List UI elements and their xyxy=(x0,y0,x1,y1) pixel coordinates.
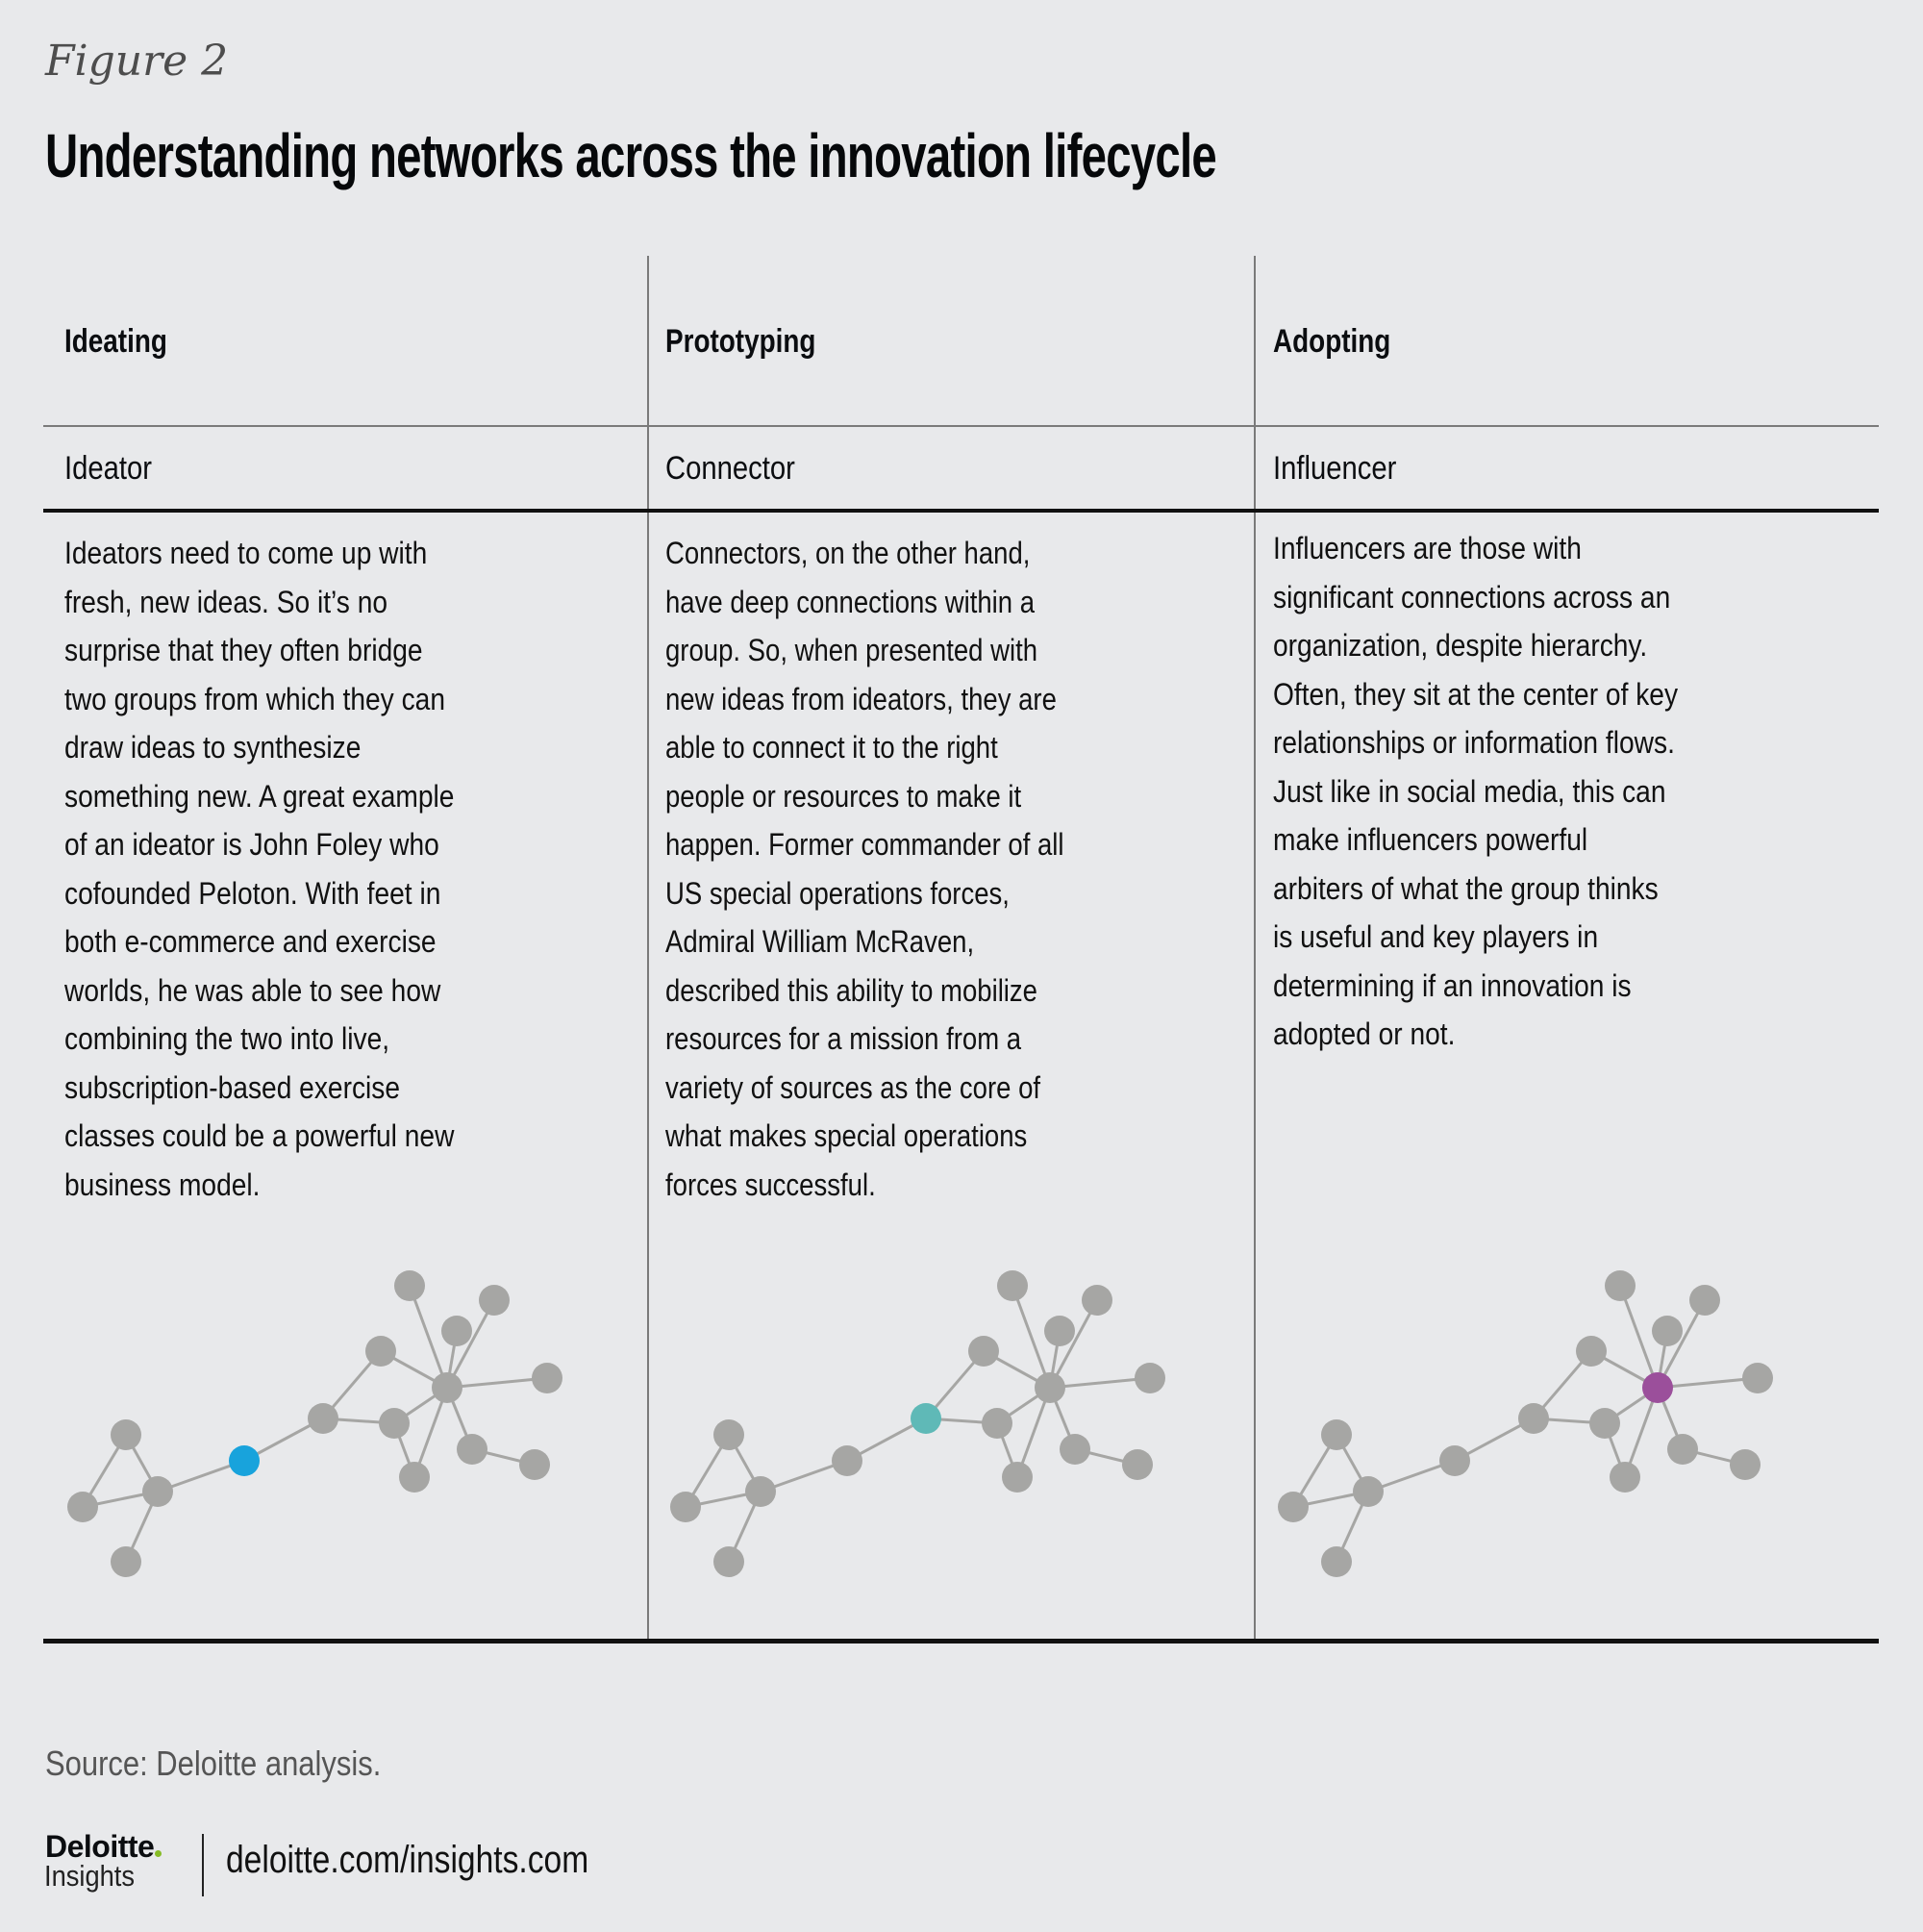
network-edge xyxy=(1658,1300,1705,1388)
text-line: classes could be a powerful new xyxy=(64,1118,455,1153)
network-node xyxy=(1605,1270,1636,1301)
text-line: business model. xyxy=(64,1167,261,1202)
network-edge xyxy=(447,1388,472,1449)
column-divider-1 xyxy=(647,256,649,1641)
text-line: worlds, he was able to see how xyxy=(64,972,441,1008)
text-line: make influencers powerful xyxy=(1273,822,1588,857)
network-node xyxy=(1667,1434,1698,1465)
network-edge xyxy=(926,1418,997,1423)
network-node xyxy=(519,1449,550,1480)
network-node xyxy=(982,1408,1012,1439)
network-node xyxy=(1135,1363,1165,1393)
network-node xyxy=(1002,1462,1033,1493)
network-edge xyxy=(1658,1331,1667,1388)
network-edge xyxy=(447,1331,457,1388)
text-line: new ideas from ideators, they are xyxy=(665,681,1057,716)
network-node xyxy=(1576,1336,1607,1367)
network-node xyxy=(745,1476,776,1507)
role-influencer: Influencer xyxy=(1273,450,1397,487)
network-node xyxy=(1518,1403,1549,1434)
influencer-description xyxy=(1273,524,1678,1059)
network-edge xyxy=(1534,1351,1591,1418)
text-line: have deep connections within a xyxy=(665,584,1036,619)
network-edge xyxy=(394,1388,447,1423)
header-divider xyxy=(43,425,1879,427)
network-influencer xyxy=(1278,1270,1773,1577)
highlighted-node xyxy=(1642,1372,1673,1403)
network-edge xyxy=(1605,1423,1625,1477)
source-note: Source: Deloitte analysis. xyxy=(45,1744,382,1783)
phase-prototyping: Prototyping xyxy=(665,323,816,360)
network-node xyxy=(1035,1372,1065,1403)
network-edge xyxy=(1658,1388,1683,1449)
network-node xyxy=(1321,1546,1352,1577)
text-line: variety of sources as the core of xyxy=(665,1069,1041,1105)
ideator-description xyxy=(64,529,454,1209)
logo-green-dot xyxy=(155,1850,162,1857)
text-line: Admiral William McRaven, xyxy=(665,924,975,959)
phase-ideating: Ideating xyxy=(64,323,167,360)
network-node xyxy=(432,1372,462,1403)
network-edge xyxy=(410,1286,447,1388)
network-edge xyxy=(1293,1492,1368,1507)
text-line: subscription-based exercise xyxy=(64,1069,401,1105)
text-line: Ideators need to come up with xyxy=(64,536,428,570)
network-edge xyxy=(394,1423,414,1477)
network-edge xyxy=(83,1492,158,1507)
network-node xyxy=(399,1462,430,1493)
network-edge xyxy=(997,1388,1050,1423)
network-edge xyxy=(1620,1286,1658,1388)
text-line: what makes special operations xyxy=(665,1118,1028,1153)
network-edge xyxy=(729,1492,761,1562)
network-edge xyxy=(1658,1378,1758,1388)
network-node xyxy=(713,1546,744,1577)
network-edge xyxy=(323,1418,394,1423)
network-edge xyxy=(1050,1331,1060,1388)
column-divider-2 xyxy=(1254,256,1256,1641)
network-edge xyxy=(1455,1418,1534,1461)
text-line: Connectors, on the other hand, xyxy=(665,536,1031,570)
network-edge xyxy=(926,1351,984,1418)
network-node xyxy=(1689,1285,1720,1316)
table-bottom-rule xyxy=(43,1639,1879,1643)
network-edge xyxy=(847,1418,926,1461)
text-line: draw ideas to synthesize xyxy=(64,730,362,765)
network-node xyxy=(1652,1316,1683,1346)
text-line: organization, despite hierarchy. xyxy=(1273,628,1648,663)
text-line: relationships or information flows. xyxy=(1273,725,1675,760)
network-edge xyxy=(1534,1418,1605,1423)
network-edge xyxy=(381,1351,447,1388)
network-node xyxy=(441,1316,472,1346)
network-node xyxy=(1044,1316,1075,1346)
network-node xyxy=(1730,1449,1761,1480)
network-node xyxy=(365,1336,396,1367)
network-edge xyxy=(472,1449,535,1465)
network-node xyxy=(457,1434,487,1465)
network-edge xyxy=(1050,1300,1097,1388)
network-node xyxy=(67,1492,98,1522)
network-edge xyxy=(1050,1388,1075,1449)
network-edge xyxy=(158,1461,244,1492)
network-edge xyxy=(1012,1286,1050,1388)
network-edge xyxy=(1683,1449,1745,1465)
network-edge xyxy=(1625,1388,1658,1477)
text-line: US special operations forces, xyxy=(665,875,1010,911)
figure-label: Figure 2 xyxy=(45,37,229,86)
network-edge xyxy=(729,1435,761,1492)
network-node xyxy=(479,1285,510,1316)
text-line: of an ideator is John Foley who xyxy=(64,827,439,862)
highlighted-node xyxy=(911,1403,941,1434)
network-node xyxy=(1122,1449,1153,1480)
network-node xyxy=(111,1419,141,1450)
network-connector xyxy=(670,1270,1165,1577)
text-line: happen. Former commander of all xyxy=(665,827,1064,862)
network-node xyxy=(1610,1462,1640,1493)
text-line: group. So, when presented with xyxy=(665,633,1038,667)
network-ideator xyxy=(67,1270,562,1577)
network-edge xyxy=(686,1435,729,1507)
text-line: able to connect it to the right xyxy=(665,730,998,765)
network-edge xyxy=(1368,1461,1455,1492)
network-edge xyxy=(1336,1492,1368,1562)
network-edge xyxy=(414,1388,447,1477)
network-edge xyxy=(1075,1449,1137,1465)
network-node xyxy=(1439,1445,1470,1476)
text-line: significant connections across an xyxy=(1273,579,1671,615)
network-node xyxy=(1082,1285,1112,1316)
text-line: combining the two into live, xyxy=(64,1021,390,1056)
footer-divider xyxy=(202,1834,204,1896)
network-node xyxy=(1589,1408,1620,1439)
footer-url[interactable]: deloitte.com/insights.com xyxy=(226,1839,589,1881)
text-line: surprise that they often bridge xyxy=(64,633,423,667)
role-ideator: Ideator xyxy=(64,450,153,487)
network-edge xyxy=(1017,1388,1050,1477)
network-edge xyxy=(447,1378,547,1388)
text-line: forces successful. xyxy=(665,1167,876,1202)
logo-brand: Deloitte xyxy=(45,1829,155,1864)
network-edge xyxy=(984,1351,1050,1388)
text-line: two groups from which they can xyxy=(64,681,445,716)
text-line: something new. A great example xyxy=(64,778,455,814)
role-divider xyxy=(43,509,1879,513)
network-node xyxy=(713,1419,744,1450)
text-line: Influencers are those with xyxy=(1273,531,1582,565)
phase-adopting: Adopting xyxy=(1273,323,1391,360)
role-connector: Connector xyxy=(665,450,795,487)
text-line: resources for a mission from a xyxy=(665,1021,1022,1056)
network-node xyxy=(968,1336,999,1367)
network-node xyxy=(308,1403,338,1434)
text-line: determining if an innovation is xyxy=(1273,967,1632,1003)
network-node xyxy=(832,1445,862,1476)
network-node xyxy=(532,1363,562,1393)
network-edge xyxy=(447,1300,494,1388)
text-line: arbiters of what the group thinks xyxy=(1273,870,1659,906)
highlighted-node xyxy=(229,1445,260,1476)
network-edge xyxy=(997,1423,1017,1477)
network-node xyxy=(379,1408,410,1439)
network-edge xyxy=(244,1418,323,1461)
logo-insights: Insights xyxy=(44,1859,136,1893)
text-line: adopted or not. xyxy=(1273,1016,1456,1051)
network-edge xyxy=(1605,1388,1658,1423)
network-node xyxy=(1321,1419,1352,1450)
connector-description xyxy=(665,529,1064,1209)
network-edge xyxy=(83,1435,126,1507)
network-edge xyxy=(323,1351,381,1418)
text-line: Just like in social media, this can xyxy=(1273,773,1666,809)
text-line: is useful and key players in xyxy=(1273,919,1599,954)
page-title: Understanding networks across the innovation lifecycle xyxy=(45,121,1217,190)
network-edge xyxy=(1336,1435,1368,1492)
network-edge xyxy=(1591,1351,1658,1388)
network-node xyxy=(111,1546,141,1577)
network-node xyxy=(1060,1434,1090,1465)
text-line: people or resources to make it xyxy=(665,778,1022,814)
network-node xyxy=(142,1476,173,1507)
text-line: Often, they sit at the center of key xyxy=(1273,676,1679,712)
text-line: both e-commerce and exercise xyxy=(64,924,437,959)
network-node xyxy=(997,1270,1028,1301)
text-line: cofounded Peloton. With feet in xyxy=(64,875,441,911)
network-node xyxy=(1742,1363,1773,1393)
network-edge xyxy=(126,1435,158,1492)
network-edge xyxy=(1293,1435,1336,1507)
network-node xyxy=(1278,1492,1309,1522)
text-line: described this ability to mobilize xyxy=(665,972,1037,1008)
network-node xyxy=(670,1492,701,1522)
network-node xyxy=(1353,1476,1384,1507)
network-edge xyxy=(1050,1378,1150,1388)
network-edge xyxy=(126,1492,158,1562)
network-node xyxy=(394,1270,425,1301)
network-edge xyxy=(686,1492,761,1507)
text-line: fresh, new ideas. So it’s no xyxy=(64,584,388,619)
network-edge xyxy=(761,1461,847,1492)
